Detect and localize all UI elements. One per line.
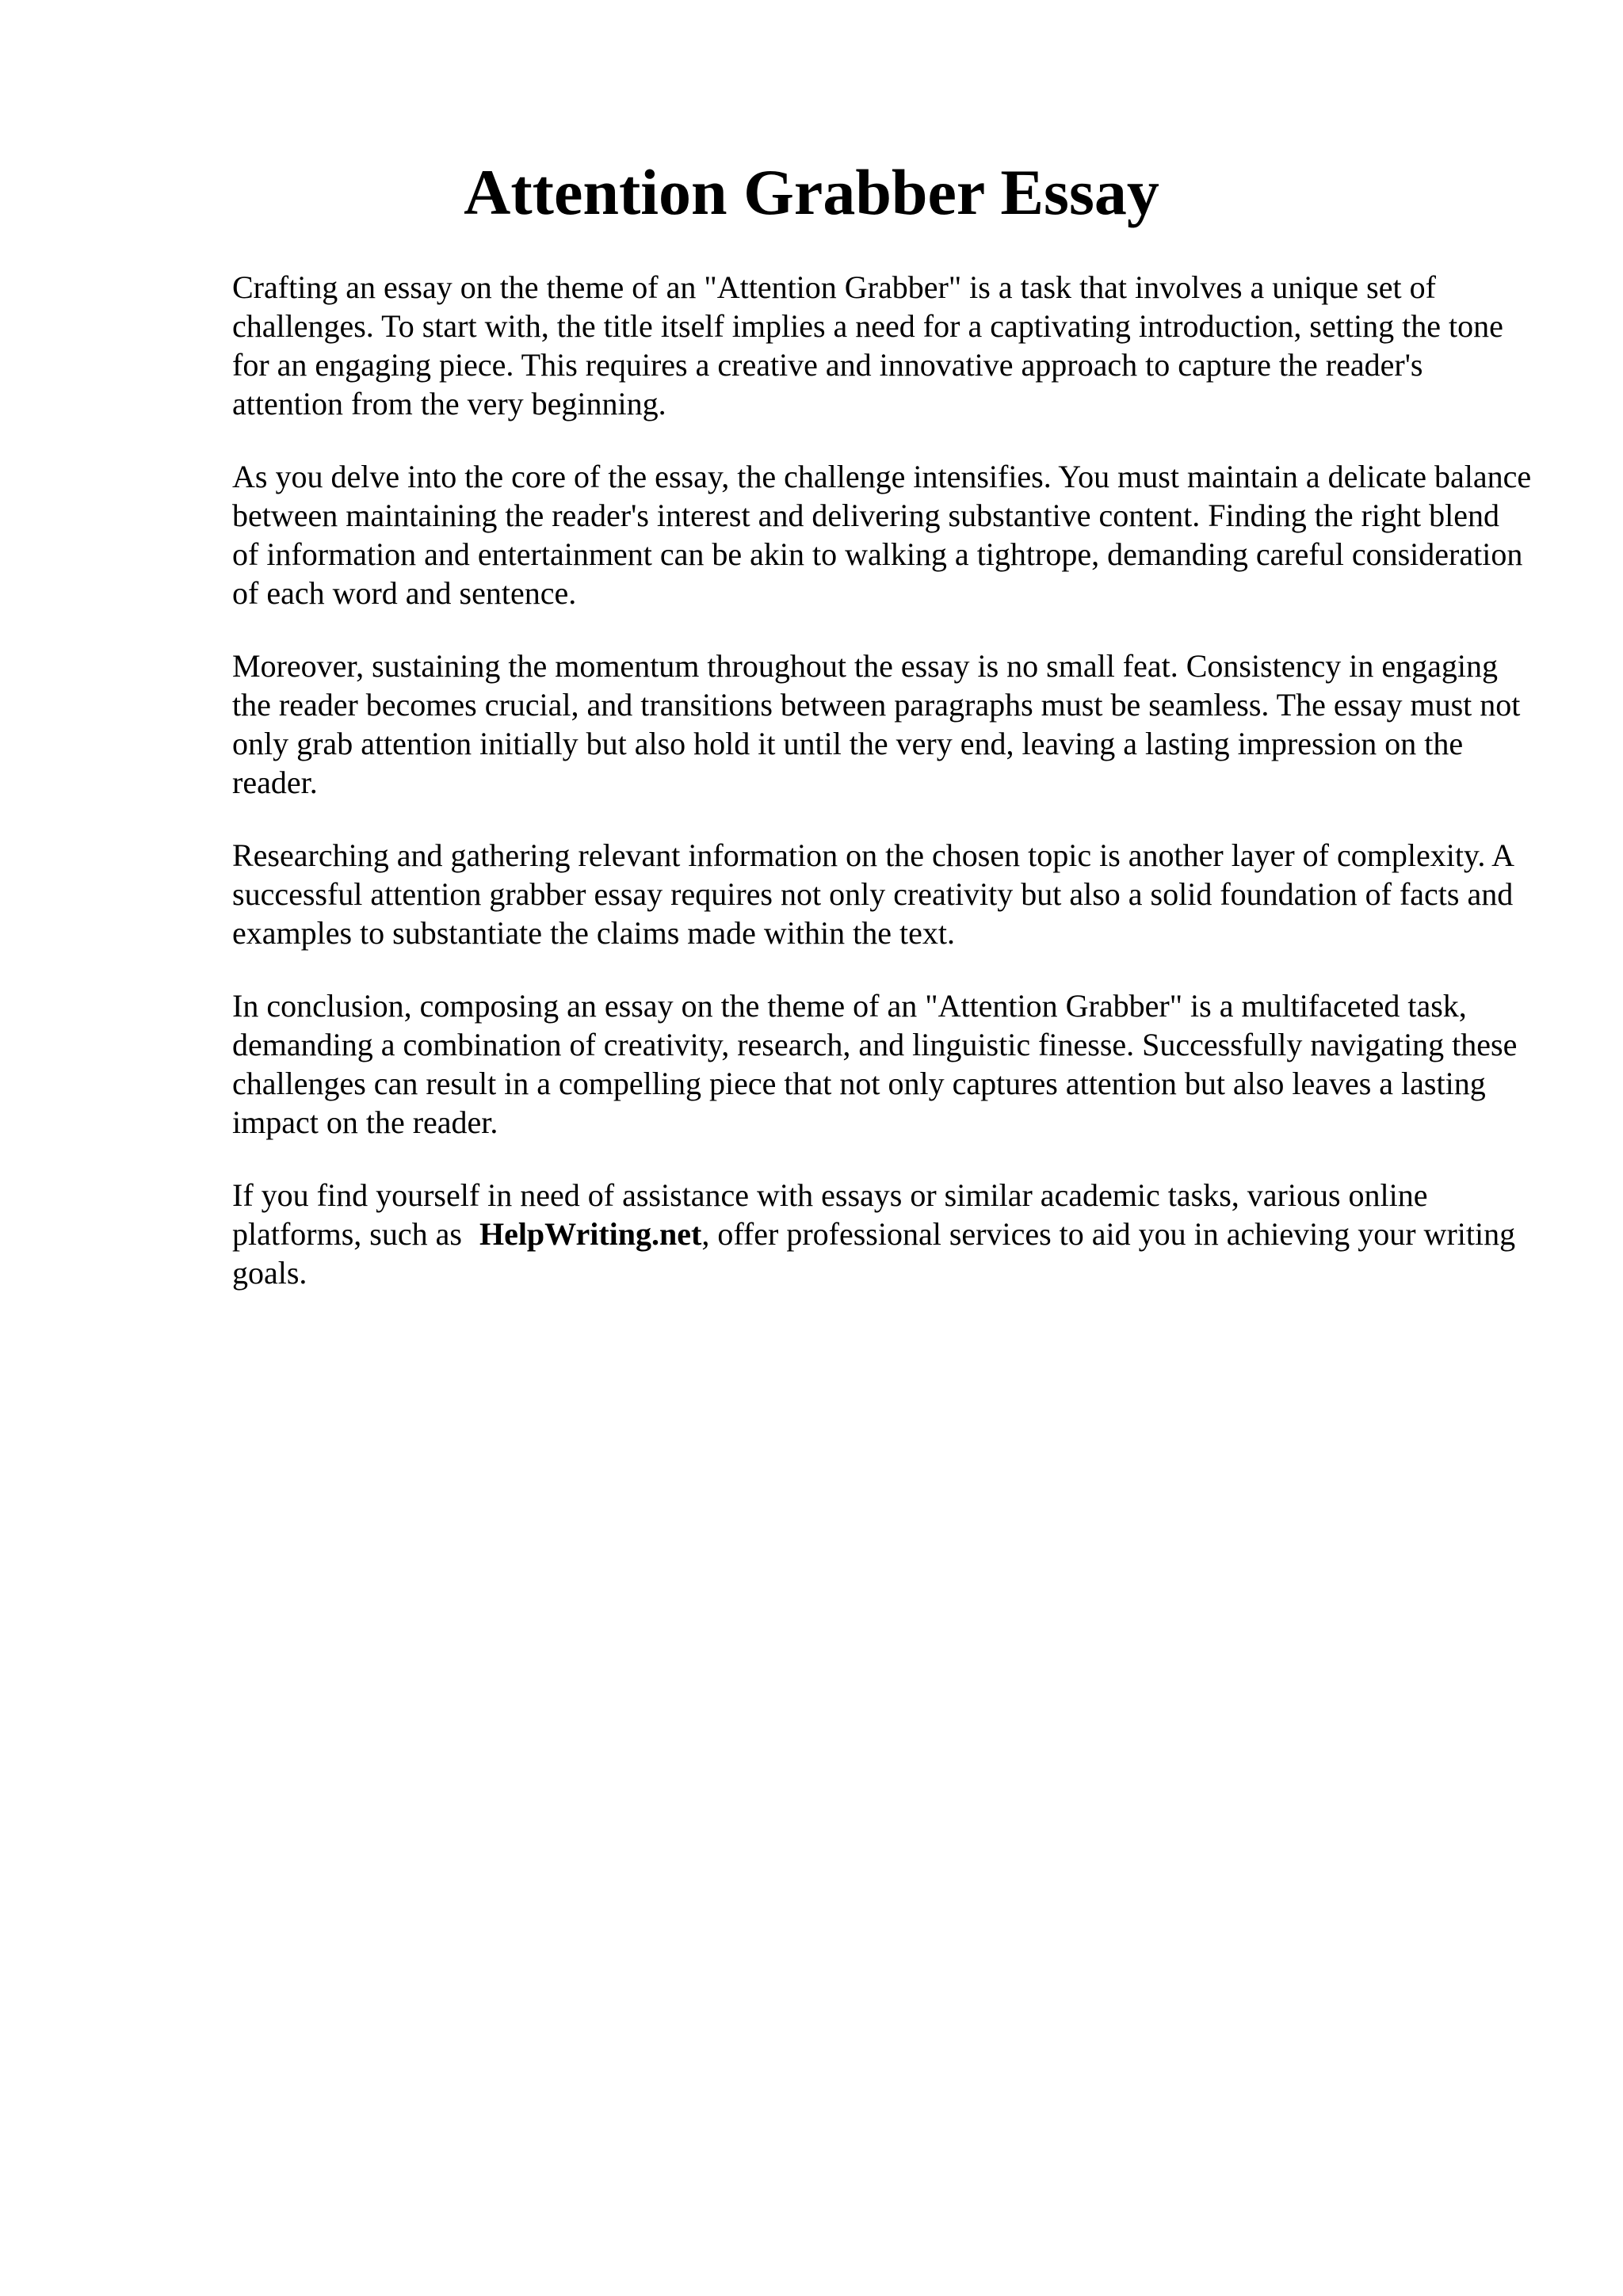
closing-text-after: , offer professional services to aid you in achieving your writing goals.: [232, 1216, 1516, 1291]
helpwriting-link[interactable]: HelpWriting.net: [479, 1216, 702, 1252]
paragraph-4: Researching and gathering relevant information on the chosen topic is another layer of complexity. A successful attention grabber essay requires not only creativity but also a solid foundation of facts and examples to substantiate the claims made within the text.: [232, 837, 1514, 951]
paragraph-5: In conclusion, composing an essay on the theme of an "Attention Grabber" is a multifaceted task, demanding a combination of creativity, research, and linguistic finesse. Successfully navigating these challenges can result in a compelling piece that not only captures attention but also leaves a lasting impact on the reader.: [232, 988, 1518, 1140]
closing-text-before: If you find yourself in need of assistance with essays or similar academic tasks, various online platforms, such as: [232, 1177, 1428, 1252]
closing-paragraph: [232, 1176, 1532, 1292]
paragraph-1: Crafting an essay on the theme of an "Attention Grabber" is a task that involves a unique set of challenges. To start with, the title itself implies a need for a captivating introduction, setting the tone for an engaging piece. This requires a creative and innovative approach to capture the reader's attention from the very beginning.: [232, 269, 1503, 421]
document-title: Attention Grabber Essay: [464, 156, 1159, 228]
paragraph-2: As you delve into the core of the essay, the challenge intensifies. You must maintain a delicate balance between maintaining the reader's interest and delivering substantive content. Finding the right blend of information and entertainment can be akin to walking a tightrope, demanding careful consideration of each word and sentence.: [232, 459, 1532, 611]
document-body: [232, 268, 1532, 1326]
paragraph-3: Moreover, sustaining the momentum throughout the essay is no small feat. Consistency in engaging the reader becomes crucial, and transitions between paragraphs must be seamless. The essay must not only grab attention initially but also hold it until the very end, leaving a lasting impression on the reader.: [232, 648, 1521, 800]
